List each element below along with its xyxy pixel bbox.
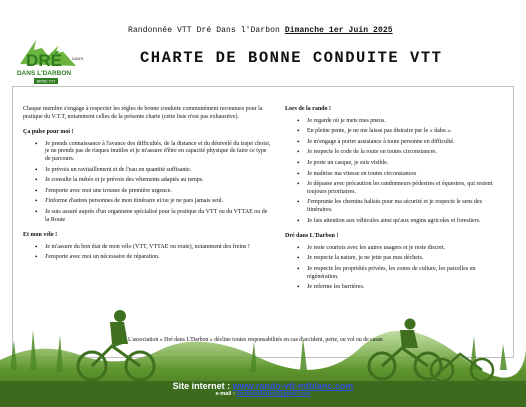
email-label: e-mail : [215,391,237,397]
list-item: • Je m'assure du bon état de mon vélo (VTT, VTTAE ou route), notamment des freins ! [23,244,273,252]
list-item: • Je respecte les propriétés privées, les zones de culture, les parcelles en régénération. [285,266,508,281]
header-date: Dimanche 1er Juin 2025 [284,26,393,35]
site-link[interactable]: www.rando-vtt-mtblanc.com [232,381,354,391]
footer-site [0,381,526,391]
right-column [285,106,508,300]
preparation-list [23,141,273,224]
page-title: CHARTE DE BONNE CONDUITE VTT [140,49,443,67]
list-item: • Je regarde où je mets mes pneus. [285,118,508,126]
list-item: • Je porte un casque, je suis visible. [285,160,508,168]
list-item: • J'emporte avec moi une trousse de première urgence. [23,188,273,196]
list-item: • Je maîtrise ma vitesse en toutes circonstances [285,171,508,179]
ride-list [285,118,508,226]
nature-list [285,245,508,292]
logo-sub-text: DANS L'DARBON [16,70,72,77]
list-item: • Je dépasse avec précaution les randonneurs pédestres et équestres, qui restent toujours prioritaires. [285,181,508,196]
list-item: • Je respecte la nature, je ne jette pas mes déchets. [285,255,508,263]
section-title-bike: Et mon vélo ! [23,232,58,239]
list-item: • Je fais attention aux véhicules ainsi qu'aux engins agricoles et forestiers. [285,218,508,226]
list-item: • Je reste courtois avec les autres usagers et je reste discret. [285,245,508,253]
site-label: Site internet : [172,381,233,391]
bike-list [23,244,273,262]
list-item: • J'informe d'autres personnes de mon itinéraire et/ou je ne pars jamais seul. [23,198,273,206]
list-item: • J'emprunte les chemins balisés pour ma sécurité et je respecte le sens des itinéraires. [285,199,508,214]
list-item: • Je respecte le code de la route en toutes circonstances. [285,149,508,157]
intro-paragraph: Chaque membre s'engage à respecter les règles de bonne conduite communément reconnues pour la pratique du V.T.T, notamment celles de la présente charte (cette liste n'est pas exhaustive). [23,106,263,120]
list-item: • En pleine pente, je ne me laisse pas distraire par le « dahu ». [285,128,508,136]
list-item: • Je consulte la météo et je prévois des vêtements adaptés au temps. [23,177,273,185]
list-item: • Je suis assuré auprès d'un organisme spécialisé pour la pratique du VTT ou du VTTAE ou de la Route [23,209,273,224]
list-item: • Je prends connaissance à l'avance des difficultés, de la distance et du dénivelé du trajet choisi, je ne prends pas de risques inutiles et je m'assure d'être en capacité physique de faire ce type de parcours. [23,141,273,164]
disclaimer: L'association « Dré dans L'Darbon » décline toutes responsabilités en cas d'accident, perte, ou vol ou de casse. [128,337,384,343]
section-title-ride: Lors de la rando ! [285,106,332,112]
left-column [23,106,273,270]
list-item: • Je referme les barrières. [285,284,508,292]
email-link[interactable]: dredansldarbon@gmail.com [236,391,311,397]
logo-main-text: DRÉ [26,51,62,70]
logo-ribbon-text: BRIDE VTT [36,79,56,84]
section-title-preparation: Ça pulse pour moi ! [23,129,74,136]
footer [0,381,526,407]
list-item: • J'emporte avec moi un nécessaire de réparation. [23,254,273,262]
logo-side-text: DANS [72,56,84,61]
list-item: • Je m'engage à porter assistance à toute personne en difficulté. [285,139,508,147]
list-item: • Je prévois un ravitaillement et de l'eau en quantité suffisante. [23,167,273,175]
header-prefix: Randonnée VTT Dré Dans l'Darbon [128,26,285,35]
page-header [128,26,468,35]
footer-email [0,391,526,398]
section-title-nature: Dré dans L'Darbon ! [285,233,339,240]
